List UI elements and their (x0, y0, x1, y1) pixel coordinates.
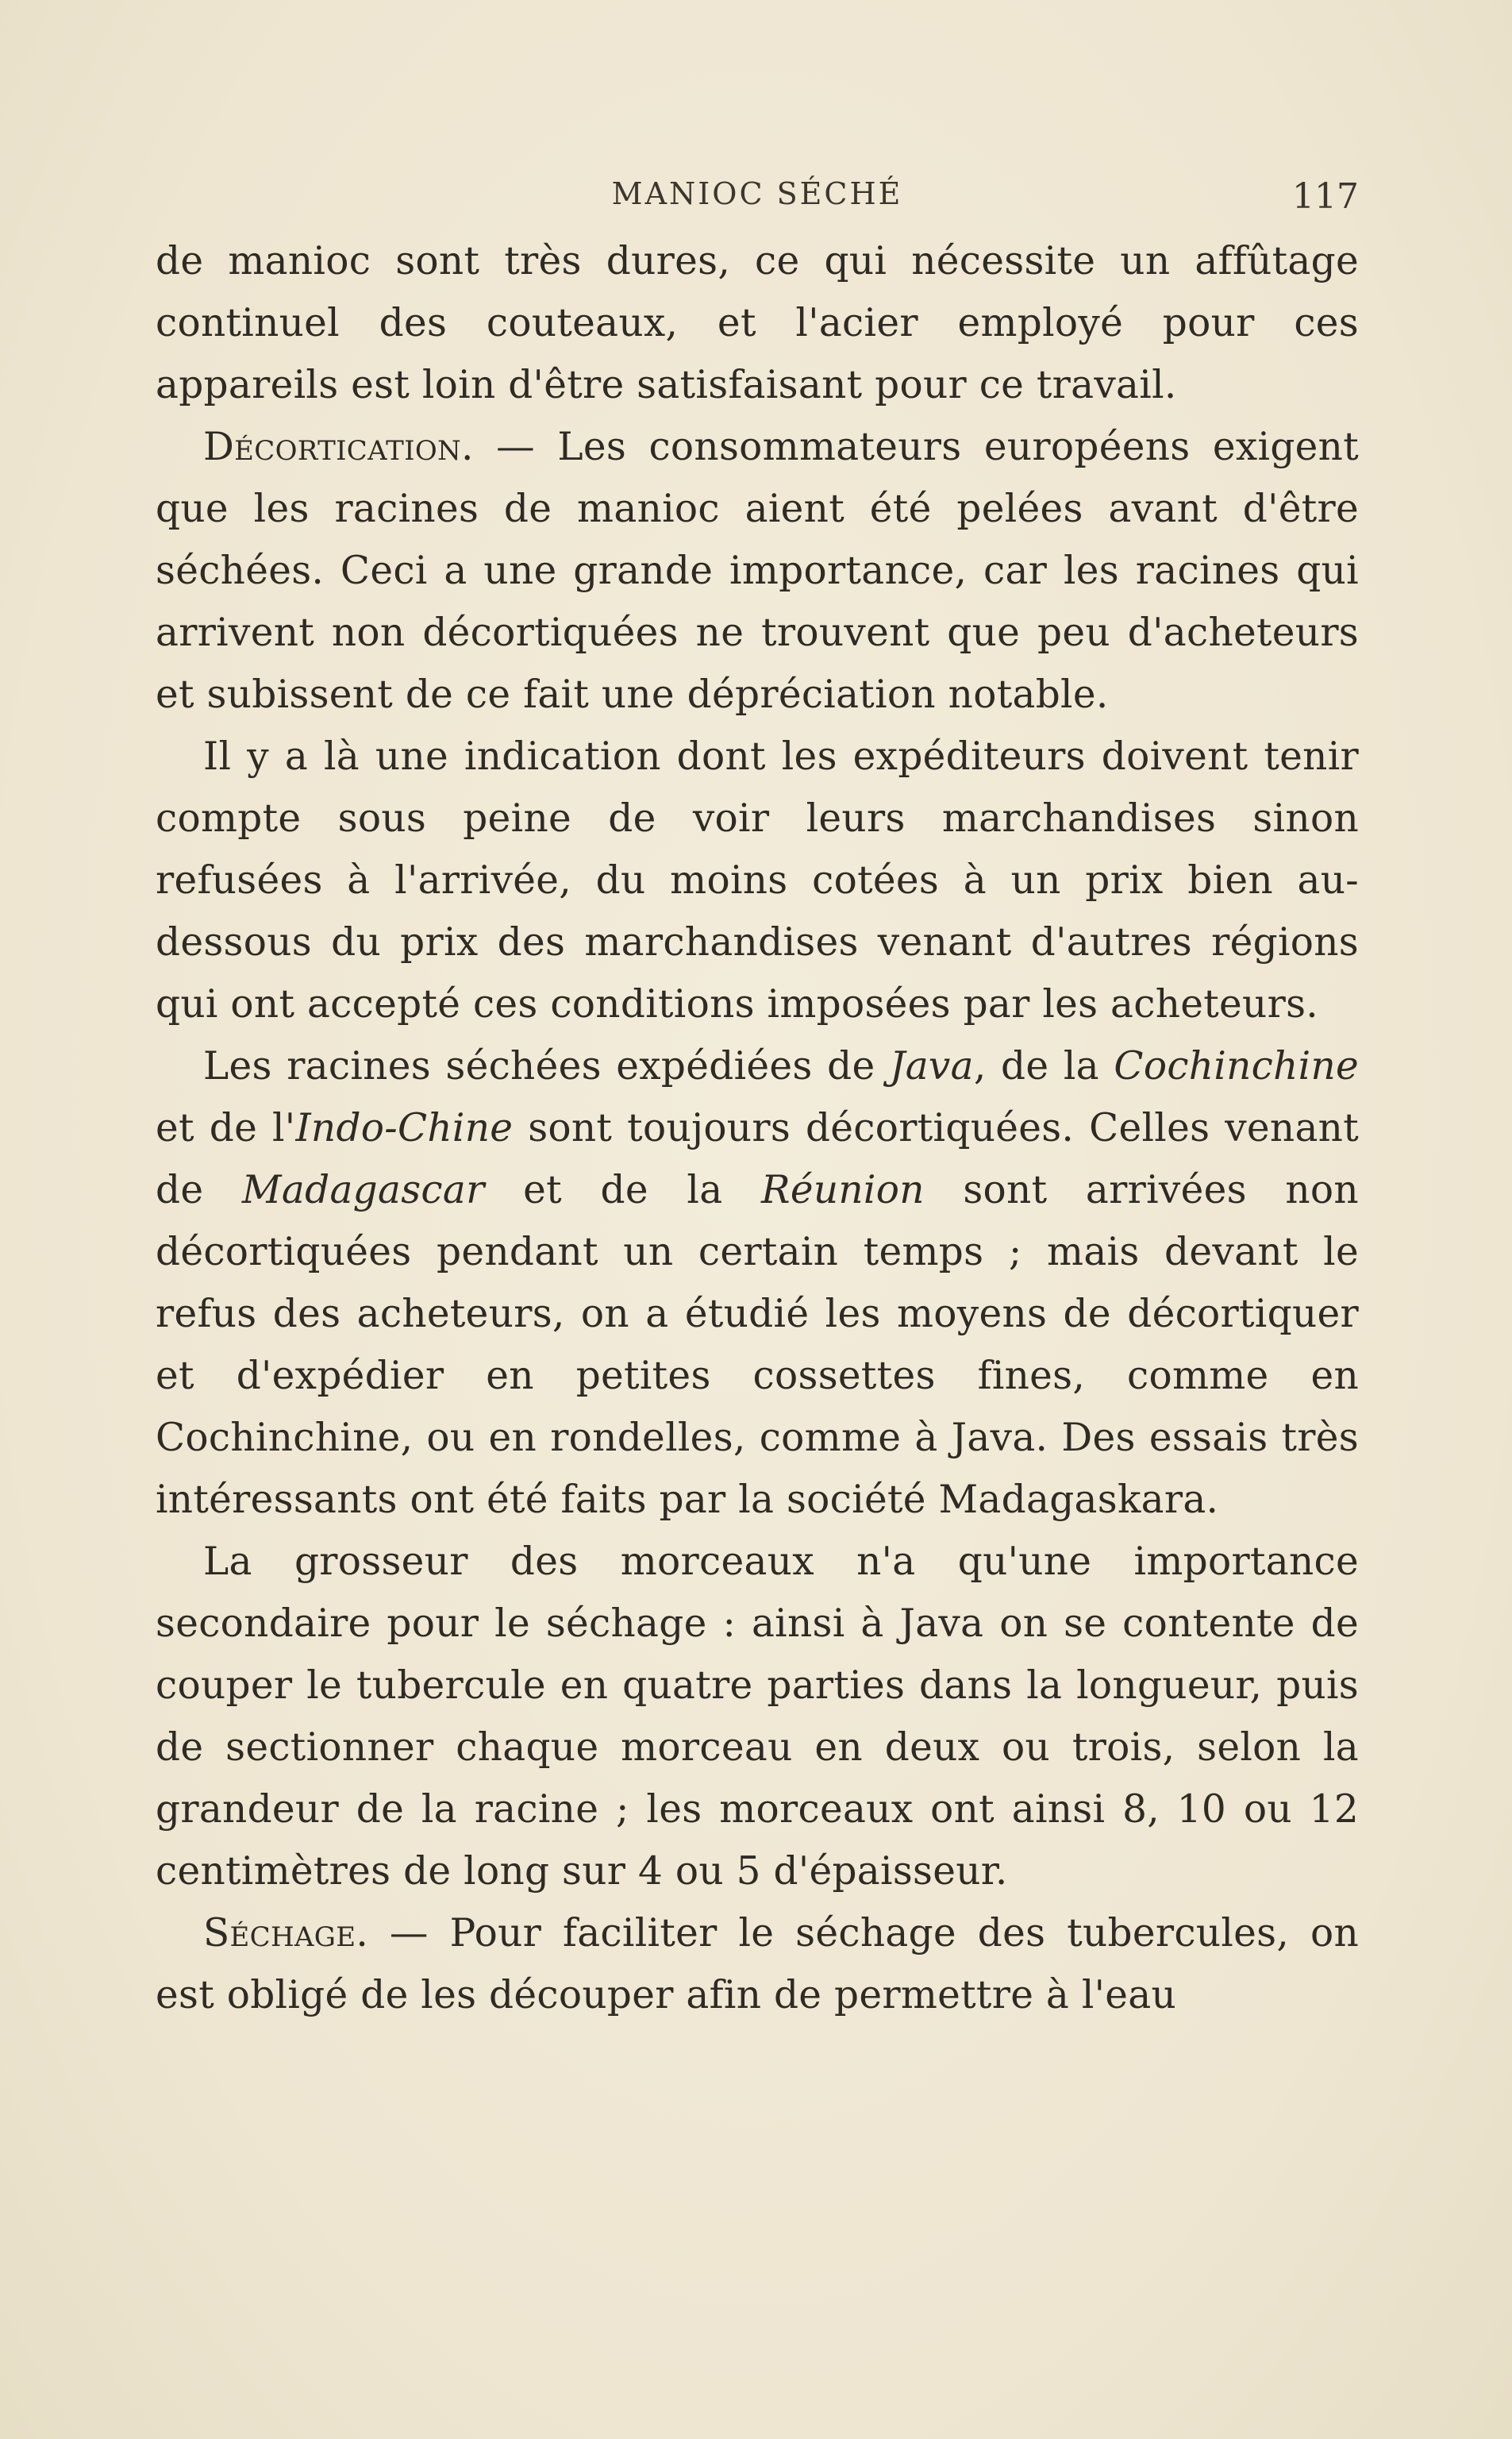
place-name-cochinchine: Cochinchine (1114, 1044, 1360, 1088)
paragraph-racines-sechees (156, 1035, 1359, 1531)
page-number: 117 (1292, 176, 1359, 217)
text-segment: et de la (484, 1168, 762, 1212)
place-name-java: Java (889, 1044, 974, 1088)
paragraph-continuation: de manioc sont très dures, ce qui nécessite un affûtage continuel des couteaux, et l'acier employé pour ces appareils est loin d'être satisfaisant pour ce travail. (156, 239, 1359, 407)
paragraph-indication: Il y a là une indication dont les expéditeurs doivent tenir compte sous peine de voir leurs marchandises sinon refusées à l'arrivée, du moins cotées à un prix bien au-dessous du prix des marchandises venant d'autres régions qui ont accepté ces conditions imposées par les acheteurs. (156, 734, 1359, 1027)
section-heading-decortication: Décortication. (203, 425, 474, 469)
place-name-indo-chine: Indo-Chine (295, 1106, 514, 1150)
page-header (156, 176, 1359, 216)
text-segment: , de la (973, 1044, 1114, 1088)
place-name-madagascar: Madagascar (241, 1168, 485, 1212)
paragraph-sechage (156, 1902, 1359, 2026)
paragraph-decortication (156, 416, 1359, 726)
text-segment: sont arrivées non décortiquées pendant un certain temps ; mais devant le refus des acheteurs, on a étudié les moyens de décortiquer et d'expédier en petites cossettes fines, comme en Cochinchine, ou en rondelles, comme à Java. Des essais très intéressants ont été faits par la société Madagaskara. (156, 1168, 1359, 1522)
paragraph-text: — Les consommateurs européens exigent que les racines de manioc aient été pelées avant d'être séchées. Ceci a une grande importance, car les racines qui arrivent non décortiquées ne trouvent que peu d'acheteurs et subissent de ce fait une dépréciation notable. (156, 425, 1359, 717)
section-heading-sechage: Séchage. (203, 1911, 369, 1955)
text-segment: et de l' (156, 1106, 296, 1150)
running-title: MANIOC SÉCHÉ (611, 176, 903, 211)
body-text (156, 230, 1359, 2026)
paragraph-text: — Pour faciliter le séchage des tubercules, on est obligé de les découper afin de permettre à l'eau (156, 1911, 1359, 2017)
place-name-reunion: Réunion (761, 1168, 925, 1212)
text-segment: sont toujours décortiquées. Celles venant de (156, 1106, 1359, 1212)
paragraph-grosseur: La grosseur des morceaux n'a qu'une importance secondaire pour le séchage : ainsi à Java on se contente de couper le tubercule en quatre parties dans la longueur, puis de sectionner chaque morceau en deux ou trois, selon la grandeur de la racine ; les morceaux ont ainsi 8, 10 ou 12 centimètres de long sur 4 ou 5 d'épaisseur. (156, 1539, 1359, 1894)
text-segment: Les racines séchées expédiées de (203, 1044, 890, 1088)
